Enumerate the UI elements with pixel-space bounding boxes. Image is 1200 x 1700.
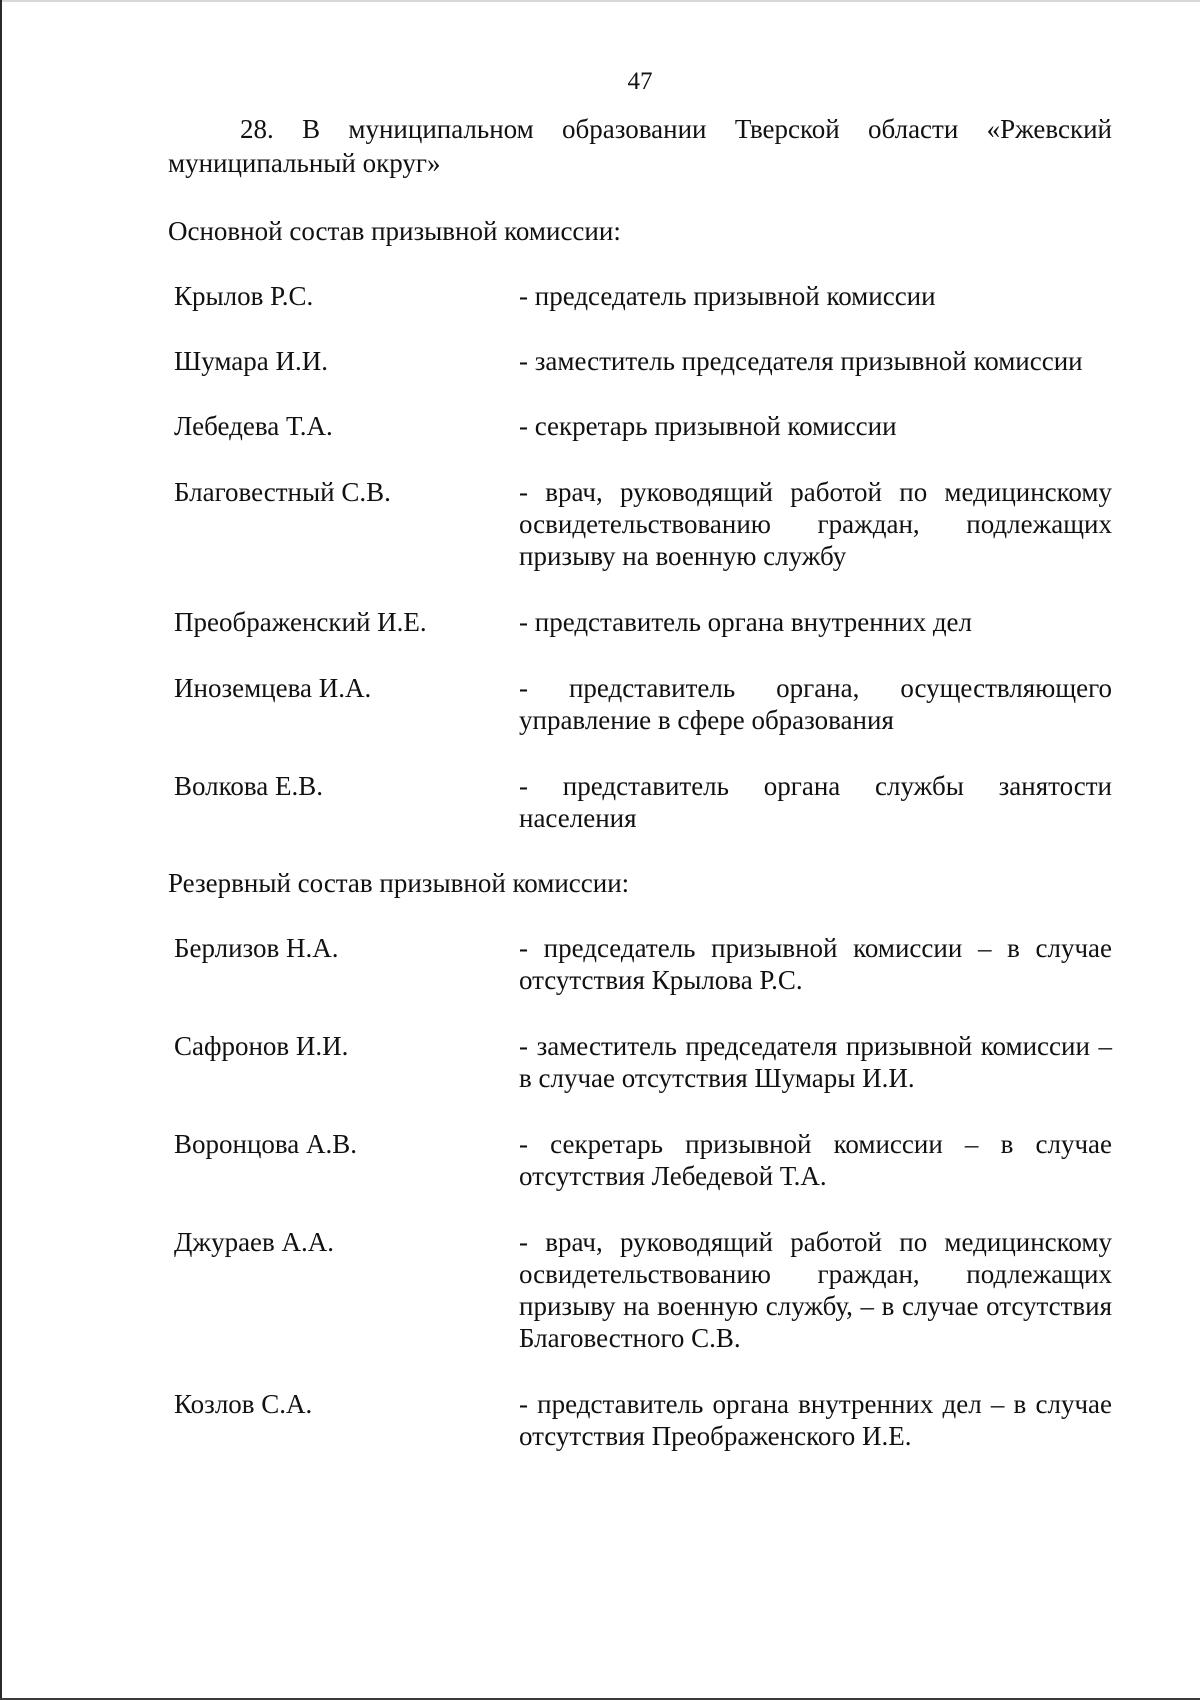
member-role: - секретарь призывной комиссии: [519, 411, 897, 441]
document-heading: [168, 112, 1112, 180]
heading-line-2: муниципальный округ»: [168, 148, 441, 178]
member-role: - представитель органа внутренних дел – в случае отсутствия Преображенского И.Е.: [519, 1389, 1112, 1451]
member-role: - представитель органа службы занятости населения: [519, 771, 1112, 833]
page-number: 47: [627, 68, 653, 95]
member-role: - заместитель председателя призывной комиссии: [519, 346, 1083, 376]
member-name: Крылов Р.С.: [174, 281, 314, 311]
member-role: - председатель призывной комиссии – в случае отсутствия Крылова Р.С.: [519, 933, 1112, 995]
member-name: Берлизов Н.А.: [174, 933, 339, 963]
member-role: - председатель призывной комиссии: [519, 281, 936, 311]
member-role: - секретарь призывной комиссии – в случае отсутствия Лебедевой Т.А.: [519, 1129, 1112, 1191]
heading-line-1: 28. В муниципальном образовании Тверской области «Ржевский: [240, 114, 1112, 144]
scan-edge-top: [0, 0, 1200, 2]
member-role: - врач, руководящий работой по медицинскому освидетельствованию граждан, подлежащих призыву на военную службу: [519, 477, 1112, 571]
member-role: - представитель органа, осуществляющего управление в сфере образования: [519, 673, 1112, 735]
member-name: Сафронов И.И.: [174, 1031, 349, 1061]
member-name: Шумара И.И.: [174, 346, 328, 376]
member-name: Воронцова А.В.: [174, 1129, 358, 1159]
member-name: Лебедева Т.А.: [174, 411, 333, 441]
main-section-title: Основной состав призывной комиссии:: [168, 216, 621, 246]
scan-edge-left: [0, 0, 2, 1700]
member-name: Джураев А.А.: [174, 1227, 335, 1257]
member-role: - врач, руководящий работой по медицинскому освидетельствованию граждан, подлежащих призыву на военную службу, – в случае отсутствия Благовестного С.В.: [519, 1227, 1112, 1353]
member-role: - представитель органа внутренних дел: [519, 607, 973, 637]
reserve-section-title: Резервный состав призывной комиссии:: [168, 868, 630, 898]
member-name: Иноземцева И.А.: [174, 673, 372, 703]
member-name: Козлов С.А.: [174, 1389, 313, 1419]
member-role: - заместитель председателя призывной комиссии – в случае отсутствия Шумары И.И.: [519, 1031, 1112, 1093]
member-name: Преображенский И.Е.: [174, 607, 427, 637]
member-name: Благовестный С.В.: [174, 477, 391, 507]
member-name: Волкова Е.В.: [174, 771, 324, 801]
